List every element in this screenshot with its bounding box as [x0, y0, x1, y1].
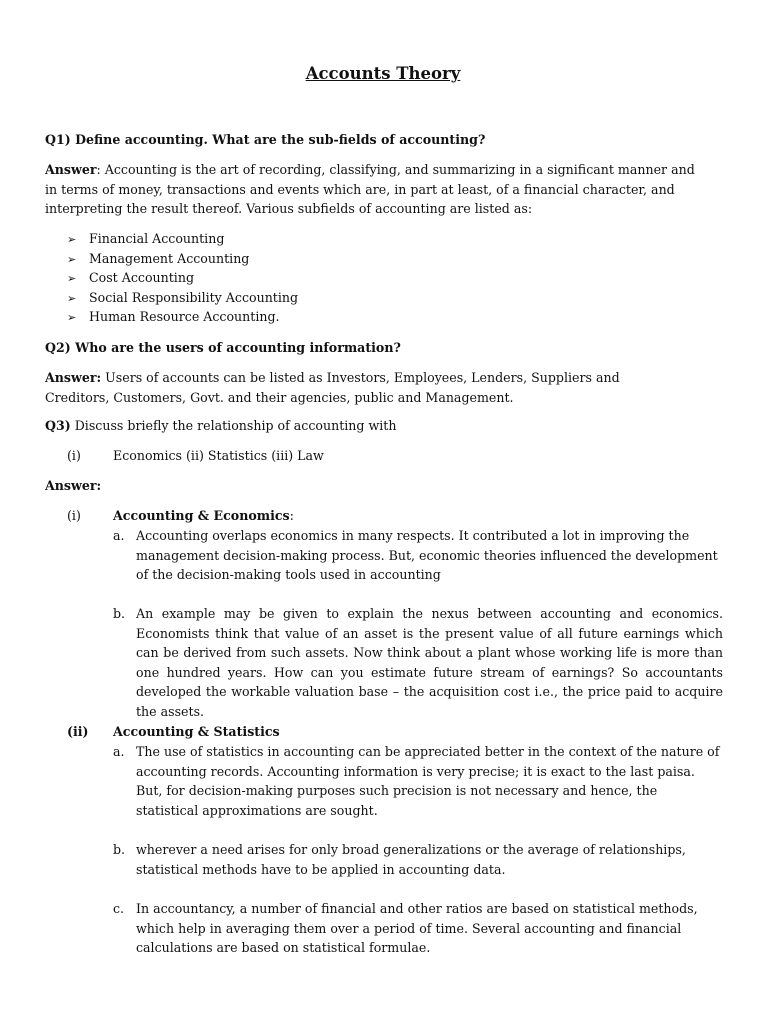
q2-answer-text: Users of accounts can be listed as Investors, Employees, Lenders, Suppliers and Creditors, Customers, Govt. and their agencies, public and Management.: [45, 370, 620, 405]
page-title: Accounts Theory: [305, 64, 461, 83]
arrow-bullet-icon: ➢: [67, 272, 77, 286]
q3-answer-heading: [45, 476, 721, 496]
list-item-label: Financial Accounting: [89, 231, 225, 246]
q3-answer-colon: :: [96, 478, 102, 493]
item-label: b.: [113, 842, 126, 857]
item-text: wherever a need arises for only broad generalizations or the average of relationships, statistical methods have to be applied in accounting data.: [136, 842, 686, 877]
arrow-bullet-icon: ➢: [67, 291, 77, 305]
section-numeral: (ii): [67, 724, 89, 739]
section-title-colon: :: [289, 508, 294, 523]
q2-answer: [45, 368, 625, 407]
section-title: Accounting & Economics: [113, 508, 290, 523]
item-text: Accounting overlaps economics in many respects. It contributed a lot in improving the management decision-making process. But, economic theories influenced the development of the decision-making tools used in accounting: [136, 528, 718, 583]
q3-question: [45, 416, 721, 436]
list-item-label: Management Accounting: [89, 250, 250, 266]
list-item-label: Human Resource Accounting.: [89, 309, 280, 325]
list-item-label: Cost Accounting: [89, 270, 195, 286]
item-text: In accountancy, a number of financial and other ratios are based on statistical methods, which help in averaging them over a period of time. Several accounting and financial calculations are based on statistical formulae.: [136, 901, 698, 956]
q1-question: Q1) Define accounting. What are the sub-fields of accounting?: [45, 132, 486, 147]
list-item-label: Social Responsibility Accounting: [89, 289, 299, 305]
arrow-bullet-icon: ➢: [67, 233, 77, 246]
list-item: [67, 288, 298, 308]
item-label: a.: [113, 528, 125, 543]
q3-answer-label: Answer: [45, 478, 97, 493]
item-label: c.: [113, 901, 125, 916]
arrow-bullet-icon: ➢: [67, 311, 77, 325]
section-title: Accounting & Statistics: [113, 724, 280, 739]
q3-options-text: Economics (ii) Statistics (iii) Law: [113, 448, 324, 463]
q1-answer: [45, 160, 695, 219]
q1-answer-text: : Accounting is the art of recording, classifying, and summarizing in a significant manner and in terms of money, transactions and events which are, in part at least, of a financial character, and interpreting the result thereof. Various subfields of accounting are listed as:: [45, 162, 695, 217]
item-label: a.: [113, 744, 125, 759]
list-item: [67, 229, 298, 249]
subfields-list: [67, 229, 298, 327]
list-item: [67, 307, 298, 327]
list-item: [67, 249, 298, 269]
item-text: An example may be given to explain the nexus between accounting and economics. Economists think that value of an asset is the present value of all future earnings which can be derived from such assets. Now think about a plant whose working life is more than one hundred years. How can you estimate future stream of earnings? So accountants developed the workable valuation base – the acquisition cost i.e., the price paid to acquire the assets.: [136, 606, 723, 719]
q1-answer-label: Answer: [45, 162, 97, 177]
item-label: b.: [113, 606, 126, 621]
q3-options-numeral: (i): [67, 448, 81, 463]
section-numeral: (i): [67, 508, 81, 523]
arrow-bullet-icon: ➢: [67, 252, 77, 266]
q3-label: Q3): [45, 418, 71, 433]
list-item: [67, 268, 298, 288]
q2-answer-label: Answer:: [45, 370, 102, 385]
q2-question: Q2) Who are the users of accounting information?: [45, 340, 401, 355]
item-text: The use of statistics in accounting can be appreciated better in the context of the nature of accounting records. Accounting information is very precise; it is exact to the last paisa. But, for decision-making purposes such precision is not necessary and hence, the statistical approximations are sought.: [136, 744, 720, 818]
q3-question-text: Discuss briefly the relationship of accounting with: [70, 418, 397, 433]
